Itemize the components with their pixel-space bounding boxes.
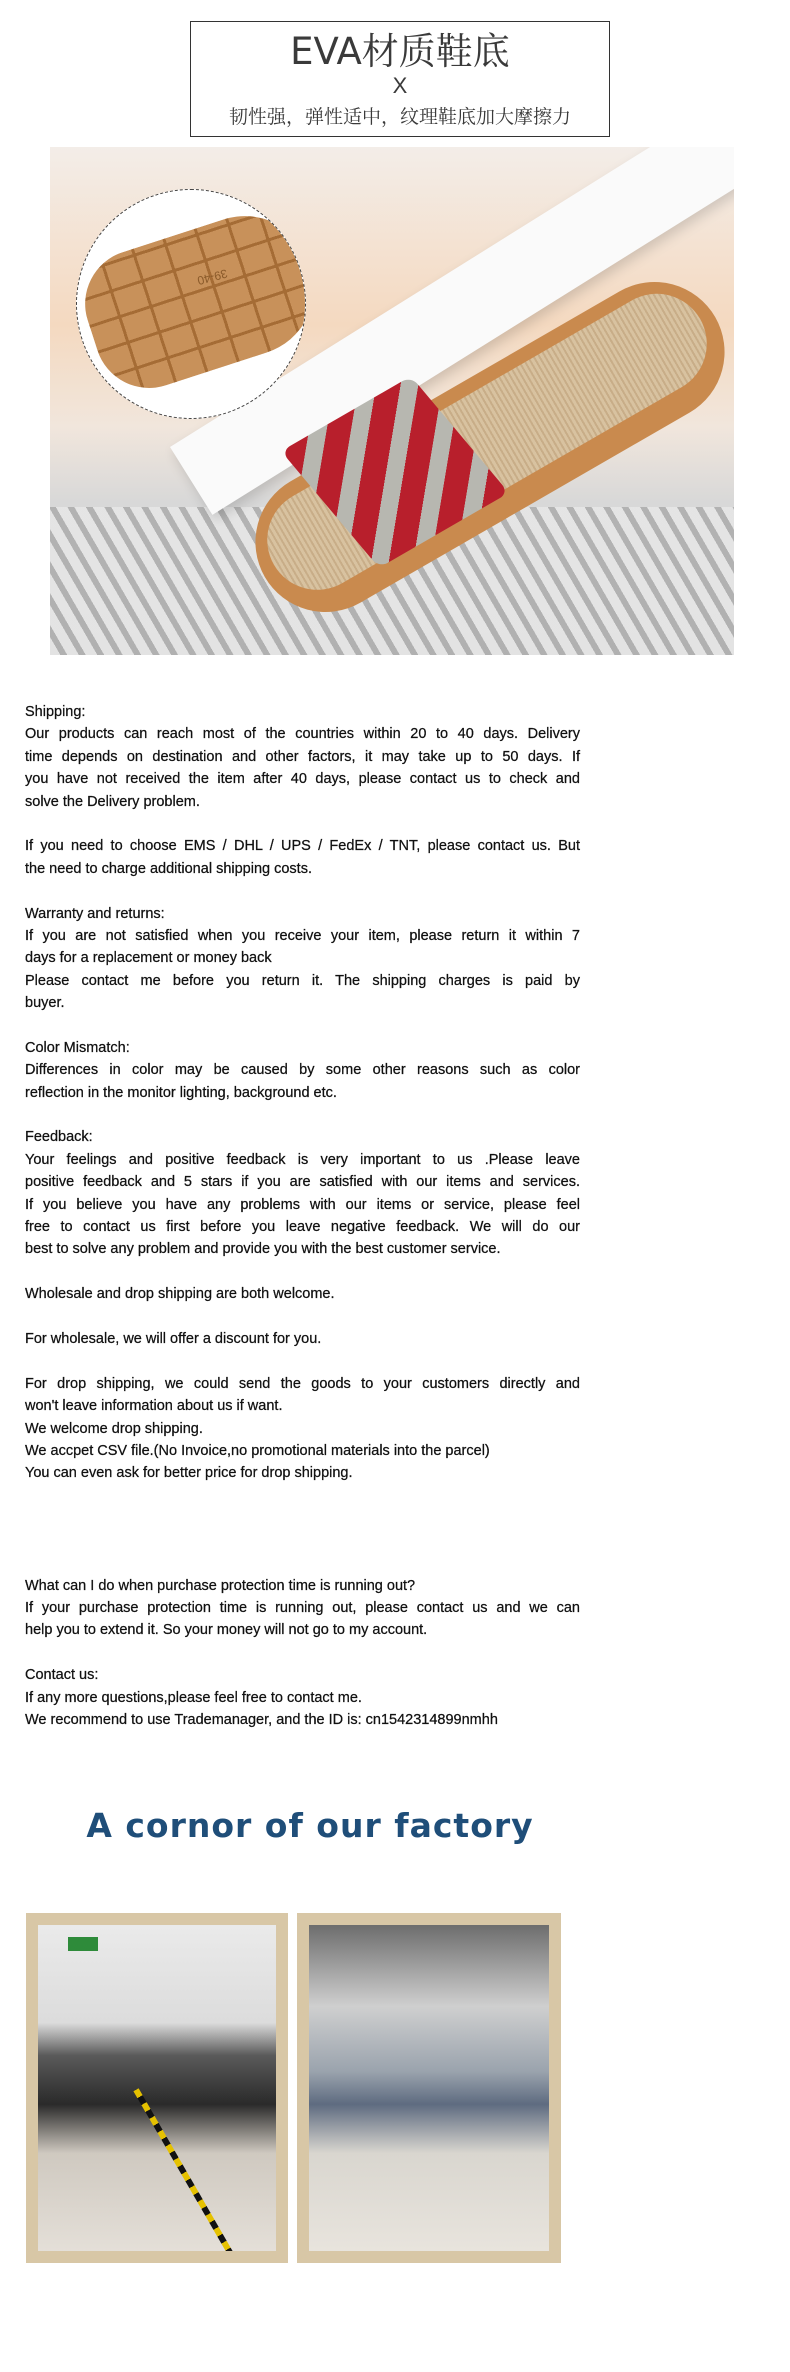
text-line: help you to extend it. So your money will not go to my account.	[25, 1622, 428, 1639]
text-line: Our products can reach most of the countries within 20 to 40 days. Delivery	[25, 726, 580, 743]
warranty-heading: Warranty and returns:	[25, 905, 165, 922]
factory-photo-2	[297, 1913, 561, 2263]
sole-tread	[76, 198, 306, 402]
banner-subtitle: 韧性强，弹性适中，纹理鞋底加大摩擦力	[228, 106, 571, 128]
sole-detail-inset	[76, 189, 306, 419]
text-line: Wholesale and drop shipping are both welcome.	[25, 1286, 335, 1303]
text-line: If you are not satisfied when you receive your item, please return it within 7	[25, 927, 580, 944]
text-line: For wholesale, we will offer a discount for you.	[25, 1330, 322, 1347]
store-policy-text	[25, 701, 580, 1731]
banner-title: EVA材质鞋底	[290, 30, 510, 73]
protection-heading: What can I do when purchase protection time is running out?	[25, 1577, 416, 1594]
shipping-heading: Shipping:	[25, 704, 86, 720]
feedback-heading: Feedback:	[25, 1129, 93, 1146]
text-line: We recommend to use Trademanager, and the ID is: cn1542314899nmhh	[25, 1712, 498, 1729]
text-line: If you believe you have any problems with our items or service, please feel	[25, 1196, 580, 1213]
text-line: Please contact me before you return it. The shipping charges is paid by	[25, 972, 580, 989]
text-line: Differences in color may be caused by some other reasons such as color	[25, 1062, 580, 1079]
text-line: For drop shipping, we could send the goods to your customers directly and	[25, 1375, 580, 1392]
text-line: If any more questions,please feel free to contact me.	[25, 1689, 362, 1706]
text-line: free to contact us first before you leave negative feedback. We will do our	[25, 1218, 580, 1235]
text-line: days for a replacement or money back	[25, 950, 272, 967]
text-line: buyer.	[25, 995, 65, 1012]
text-line: best to solve any problem and provide you with the best customer service.	[25, 1241, 501, 1258]
contact-heading: Contact us:	[25, 1667, 99, 1684]
text-line: reflection in the monitor lighting, background etc.	[25, 1084, 337, 1101]
text-line: time depends on destination and other factors, it may take up to 50 days. If	[25, 748, 580, 765]
exit-sign	[68, 1937, 98, 1951]
floor-stripe	[133, 2088, 248, 2251]
sole-size-mark: 39-40	[195, 266, 229, 288]
text-line: If your purchase protection time is running out, please contact us and we can	[25, 1600, 580, 1617]
text-line: Your feelings and positive feedback is very important to us .Please leave	[25, 1151, 580, 1168]
text-line: won't leave information about us if want.	[25, 1398, 283, 1415]
text-line: If you need to choose EMS / DHL / UPS / FedEx / TNT, please contact us. But	[25, 838, 580, 855]
material-banner	[190, 21, 610, 137]
text-line: You can even ask for better price for drop shipping.	[25, 1465, 353, 1482]
product-photo	[50, 147, 734, 655]
color-heading: Color Mismatch:	[25, 1039, 130, 1056]
banner-x: X	[392, 73, 408, 98]
text-line: you have not received the item after 40 days, please contact us to check and	[25, 771, 580, 788]
text-line: the need to charge additional shipping costs.	[25, 860, 312, 877]
text-line: positive feedback and 5 stars if you are satisfied with our items and services.	[25, 1174, 580, 1191]
text-line: We accpet CSV file.(No Invoice,no promotional materials into the parcel)	[25, 1442, 490, 1459]
text-line: solve the Delivery problem.	[25, 793, 200, 810]
text-line: We welcome drop shipping.	[25, 1420, 203, 1437]
factory-photo-1	[26, 1913, 288, 2263]
factory-title: A cornor of our factory	[86, 1806, 534, 1845]
